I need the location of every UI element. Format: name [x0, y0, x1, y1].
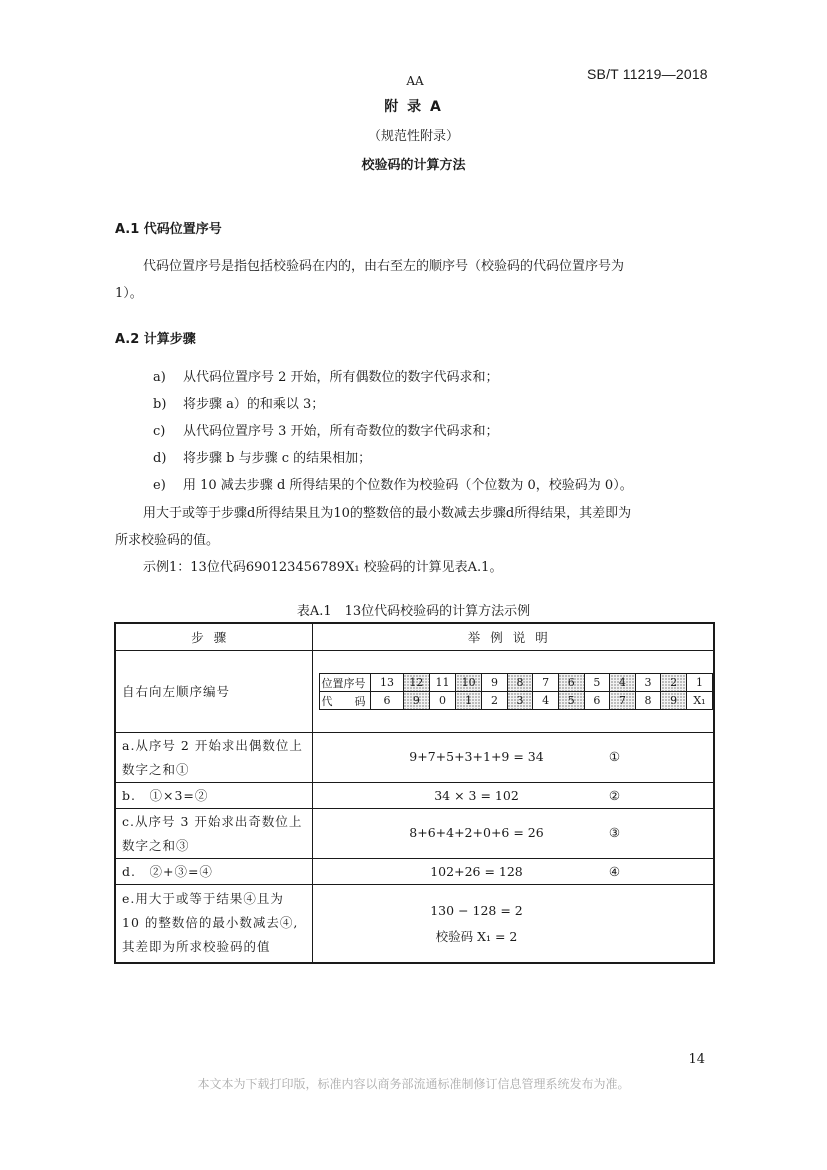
table-row	[115, 733, 714, 783]
formula: 130 − 128 = 2	[430, 903, 523, 918]
note-line2: 所求校验码的值。	[115, 533, 220, 548]
code-cell: 4	[533, 692, 559, 710]
step-text: 将步骤 a）的和乘以 3；	[183, 397, 325, 412]
position-cell: 12	[403, 674, 429, 692]
code-cell: 2	[482, 692, 508, 710]
step-label: a)	[153, 370, 166, 385]
step-a	[153, 366, 499, 385]
step-label: e)	[153, 478, 166, 493]
step-cell	[115, 885, 312, 963]
step-line: 10 的整数倍的最小数减去④,	[122, 915, 299, 931]
section-a2-heading: A.2 计算步骤	[115, 332, 196, 347]
result-mark: ①	[608, 749, 621, 764]
appendix-nature: （规范性附录）	[367, 129, 459, 144]
step-line: 数字之和①	[122, 761, 190, 777]
table-row	[115, 651, 714, 733]
position-cell: 5	[584, 674, 610, 692]
code-label: 代 码	[319, 692, 371, 710]
step-line: 数字之和③	[122, 837, 190, 853]
example-text: 示例1：13位代码690123456789X₁ 校验码的计算见表A.1。	[143, 560, 503, 575]
position-cell: 11	[429, 674, 455, 692]
step-line: c.从序号 3 开始求出奇数位上	[122, 813, 303, 829]
header-steps: 步骤	[115, 623, 312, 651]
sequence-cell	[312, 651, 714, 733]
table-row	[115, 859, 714, 885]
formula-cell	[312, 885, 714, 963]
step-text: 从代码位置序号 3 开始，所有奇数位的数字代码求和；	[183, 424, 499, 439]
step-cell: b. ①×3=②	[115, 783, 312, 809]
code-cell: 8	[635, 692, 661, 710]
formula-cell	[312, 809, 714, 859]
step-line: 其差即为所求校验码的值	[122, 939, 271, 955]
code-cell: 3	[507, 692, 533, 710]
step-line: a.从序号 2 开始求出偶数位上	[122, 737, 303, 753]
code-cell: 1	[456, 692, 482, 710]
step-cell: d. ②+③=④	[115, 859, 312, 885]
check-digit-table	[114, 622, 715, 964]
position-cell: 3	[635, 674, 661, 692]
standard-code: SB/T 11219—2018	[587, 66, 708, 82]
step-c	[153, 420, 499, 439]
header-mark: AA	[406, 74, 424, 88]
step-label: c)	[153, 424, 166, 439]
note-line1: 用大于或等于步骤d所得结果且为10的整数倍的最小数减去步骤d所得结果，其差即为	[143, 506, 632, 521]
appendix-name: 校验码的计算方法	[361, 158, 466, 173]
position-row	[319, 674, 713, 692]
step-cell	[115, 809, 312, 859]
code-cell: 9	[661, 692, 687, 710]
result-mark: ④	[608, 864, 621, 879]
result-mark: ②	[608, 788, 621, 803]
page-number: 14	[688, 1052, 705, 1067]
position-cell: 9	[482, 674, 508, 692]
appendix-title: 附 录 A	[384, 99, 443, 115]
position-cell: 8	[507, 674, 533, 692]
code-row	[319, 692, 713, 710]
step-d	[153, 447, 371, 466]
result-mark: ③	[608, 825, 621, 840]
formula-cell	[312, 783, 714, 809]
step-label: b)	[153, 397, 167, 412]
table-header-row	[115, 623, 714, 651]
formula-cell	[312, 733, 714, 783]
step-line: e.用大于或等于结果④且为	[122, 891, 284, 907]
table-row	[115, 809, 714, 859]
step-cell	[115, 733, 312, 783]
table-row	[115, 783, 714, 809]
position-cell: 4	[610, 674, 636, 692]
code-cell: 5	[558, 692, 584, 710]
table-row	[115, 885, 714, 963]
header-example: 举例说明	[312, 623, 714, 651]
code-cell: 9	[403, 692, 429, 710]
position-cell: 6	[558, 674, 584, 692]
position-cell: 1	[686, 674, 712, 692]
code-cell: 6	[371, 692, 404, 710]
formula-cell	[312, 859, 714, 885]
formula: 8+6+4+2+0+6 = 26	[409, 825, 544, 840]
position-cell: 7	[533, 674, 559, 692]
position-label: 位置序号	[319, 674, 371, 692]
formula: 9+7+5+3+1+9 = 34	[409, 749, 544, 764]
step-e	[153, 474, 633, 493]
footer-note: 本文本为下载打印版，标准内容以商务部流通标准制修订信息管理系统发布为准。	[197, 1077, 630, 1091]
code-cell: 0	[429, 692, 455, 710]
step-text: 从代码位置序号 2 开始，所有偶数位的数字代码求和；	[183, 370, 499, 385]
step-text: 将步骤 b 与步骤 c 的结果相加；	[183, 451, 372, 466]
step-b	[153, 393, 324, 412]
formula: 34 × 3 = 102	[434, 788, 519, 803]
position-cell: 10	[456, 674, 482, 692]
check-digit-result: 校验码 X₁ = 2	[435, 929, 518, 944]
numbering-label: 自右向左顺序编号	[115, 651, 312, 733]
section-a1-body-line1: 代码位置序号是指包括校验码在内的，由右至左的顺序号（校验码的代码位置序号为	[143, 259, 625, 274]
code-cell: 7	[610, 692, 636, 710]
section-a1-body-line2: 1）。	[115, 286, 143, 301]
position-cell: 2	[661, 674, 687, 692]
code-cell: 6	[584, 692, 610, 710]
formula: 102+26 = 128	[430, 864, 523, 879]
sequence-table	[319, 673, 714, 710]
step-label: d)	[153, 451, 167, 466]
position-cell: 13	[371, 674, 404, 692]
section-a1-heading: A.1 代码位置序号	[115, 222, 222, 237]
step-text: 用 10 减去步骤 d 所得结果的个位数作为校验码（个位数为 0，校验码为 0）。	[183, 478, 633, 493]
code-cell: X₁	[686, 692, 712, 710]
table-caption: 表A.1 13位代码校验码的计算方法示例	[296, 604, 531, 619]
